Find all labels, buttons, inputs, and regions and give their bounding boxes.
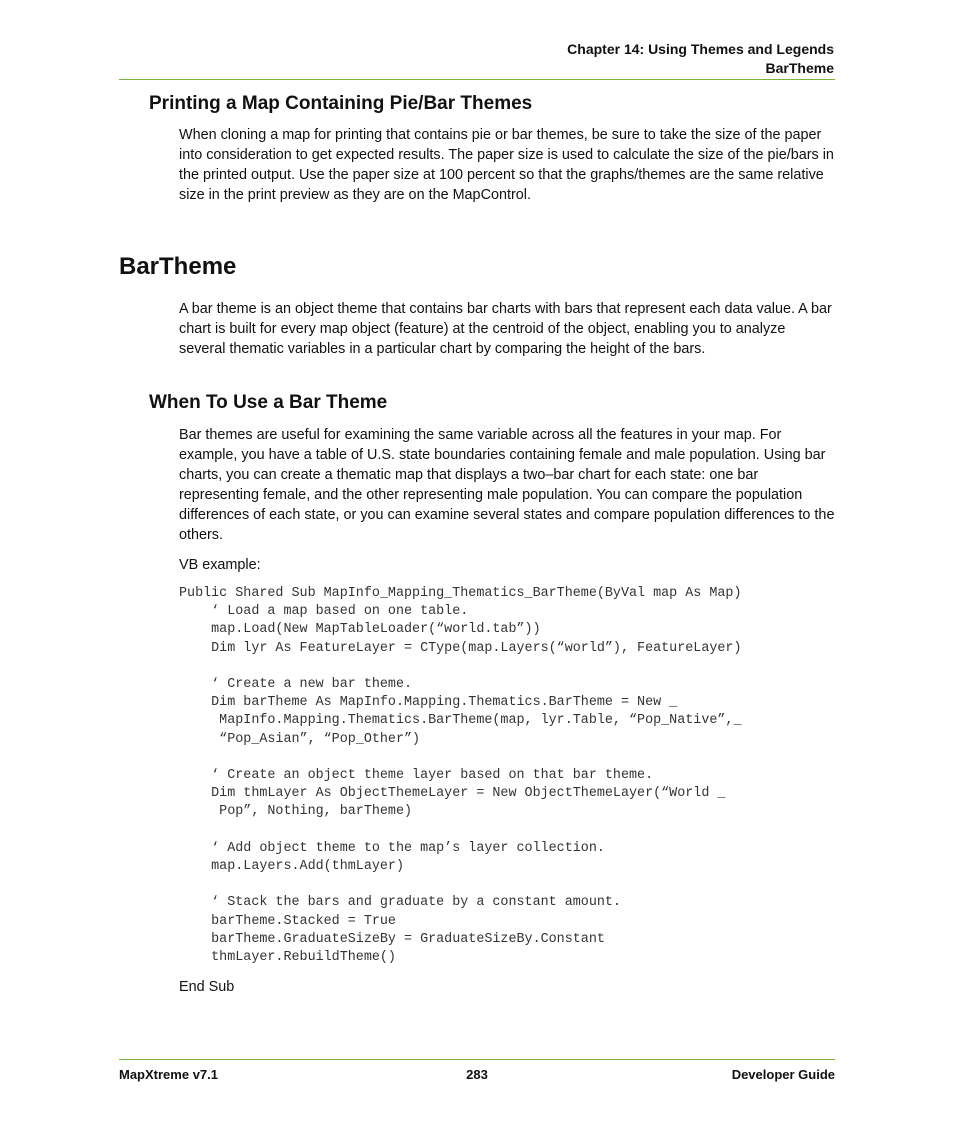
bartheme-heading: BarTheme [119,253,237,280]
footer-page-number: 283 [466,1067,488,1082]
when-to-use-heading: When To Use a Bar Theme [149,392,388,413]
running-header [567,40,834,78]
end-sub-label: End Sub [179,979,235,995]
bartheme-paragraph: A bar theme is an object theme that contains bar charts with bars that represent each data value. A bar chart is built for every map object (feature) at the centroid of the object, enabling you to analyze several thematic variables in a particular chart by comparing the height of the bars. [179,301,832,357]
when-to-use-paragraph: Bar themes are useful for examining the same variable across all the features in your map. For example, you have a table of U.S. state boundaries containing female and male population. Using bar charts, you can create a thematic map that displays a two–bar chart for each state: one bar representing female, and the other representing male population. You can compare the population differences of each state, or you can examine several states and compare population differences to the others. [179,427,835,543]
header-chapter: Chapter 14: Using Themes and Legends [567,41,834,57]
footer-guide: Developer Guide [731,1067,835,1082]
printing-paragraph: When cloning a map for printing that contains pie or bar themes, be sure to take the size of the paper into consideration to get expected results. The paper size is used to calculate the size of the pie/bars in the printed output. Use the paper size at 100 percent so that the graphs/themes are the same relative size in the print preview as they are on the MapControl. [179,127,834,203]
header-rule [119,79,835,80]
vb-example-label: VB example: [179,557,261,573]
footer-product: MapXtreme v7.1 [119,1067,218,1082]
footer-rule [119,1059,835,1060]
vb-code-block: Public Shared Sub MapInfo_Mapping_Thematics_BarTheme(ByVal map As Map) ‘ Load a map based on one table. map.Load(New MapTableLoader(“world.tab”)) Dim lyr As FeatureLayer = CType(map.Layers(“world”), FeatureLayer) ‘ Create a new bar theme. Dim barTheme As MapInfo.Mapping.Thematics.BarTheme = New _ MapInfo.Mapping.Thematics.BarTheme(map, lyr.Table, “Pop_Native”,_ “Pop_Asian”, “Pop_Other”) ‘ Create an object theme layer based on that bar theme. Dim thmLayer As ObjectThemeLayer = New ObjectThemeLayer(“World _ Pop”, Nothing, barTheme) ‘ Add object theme to the map’s layer collection. map.Layers.Add(thmLayer) ‘ Stack the bars and graduate by a constant amount. barTheme.Stacked = True barTheme.GraduateSizeBy = GraduateSizeBy.Constant thmLayer.RebuildTheme() [179,586,742,966]
printing-heading: Printing a Map Containing Pie/Bar Themes [149,93,533,114]
header-section: BarTheme [765,60,834,76]
